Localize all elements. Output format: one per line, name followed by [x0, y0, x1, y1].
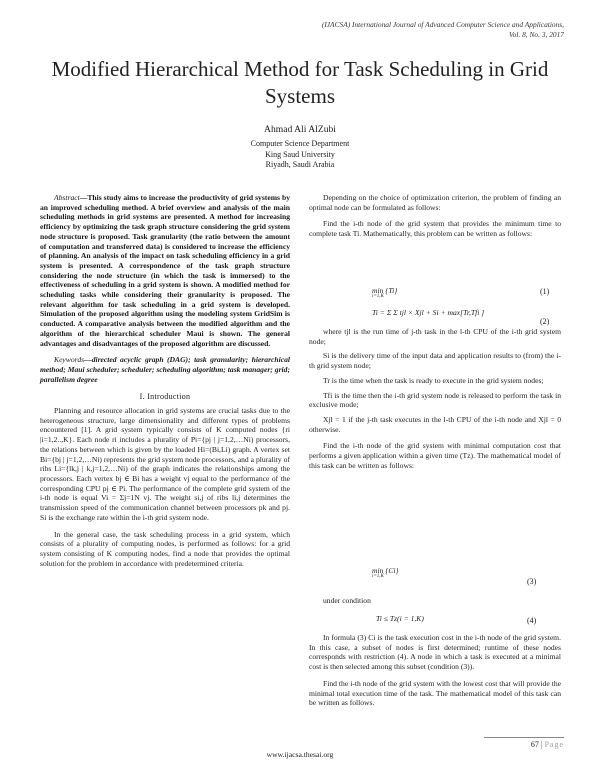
- author-name: Ahmad Ali AlZubi: [264, 124, 336, 135]
- abstract-text: —This study aims to increase the productivity of grid systems by an improved scheduling method. A brief overview and analysis of the main scheduling methods in grid systems are presented. A method for increasing efficiency by optimizing the task graph structure considering the grid system node structure is proposed. Task granularity (the ratio between the amount of computation and transferred data) is considered to increase the efficiency of planning. An analysis of the impact on task scheduling efficiency in a grid system is presented. A correspondence of the task graph structure considering the node structure (in which the task is immersed) to the effectiveness of scheduling in a grid system is shown. A modified method for scheduling tasks while considering their granularity is proposed. The relevant algorithm for task scheduling in a grid system is developed. Simulation of the proposed algorithm using the modeling system GridSim is conducted. A comparative analysis between the modified algorithm and the algorithm of the hierarchical scheduler Maui is shown. The general advantages and disadvantages of the proposed algorithm are discussed.: [40, 193, 290, 348]
- footer-url: www.ijacsa.thesai.org: [266, 750, 334, 759]
- equation-1-number: (1): [540, 287, 550, 296]
- abstract-label: Abstract: [54, 193, 80, 202]
- under-condition: under condition: [323, 596, 371, 605]
- equation-3-number: (3): [527, 577, 537, 586]
- where-si: Si is the delivery time of the input data and application results to (from) the i-th grid system node;: [309, 351, 561, 371]
- affiliation-line: Riyadh, Saudi Arabia: [265, 160, 335, 170]
- author-affiliation: [100, 139, 500, 171]
- paper-title: Modified Hierarchical Method for Task Scheduling in Grid Systems: [51, 57, 549, 108]
- intro-paragraph-2: In the general case, the task scheduling process in a grid system, which consists of a plurality of computing nodes, is performed as follows: for a grid system consisting of K computing nodes, find a node that provides the optimal solution for the problem in accordance with predetermined criteria.: [40, 529, 290, 568]
- right-column-bottom: [309, 633, 561, 708]
- journal-header: [164, 20, 564, 40]
- equation-2: Ti = Σ Σ tjl × Xjl + Si + max[Tr,Tfi ]: [372, 308, 485, 317]
- keywords-label: Keywords: [54, 355, 85, 365]
- right-paragraph-4: In formula (3) Ci is the task execution cost in the i-th node of the grid system. In this case, a subset of nodes is first determined; runtime of these nodes corresponds with restriction (4). A node in which a task is executed at a minimal cost is then selected among this subset (condition (3)).: [309, 633, 561, 672]
- right-paragraph-1: Depending on the choice of optimization criterion, the problem of finding an optimal node can be formulated as follows:: [309, 193, 561, 212]
- right-paragraph-3: Find the i-th node of the grid system with minimal computation cost that performs a given application within a given time (Tz). The mathematical model of this task can be written as follows:: [309, 441, 561, 470]
- page-number-box: [484, 737, 564, 749]
- where-tjl: where tjl is the run time of j-th task in the l-th CPU of the i-th grid system node;: [309, 327, 561, 346]
- equation-3: [372, 566, 399, 579]
- affiliation-line: Computer Science Department: [250, 139, 350, 148]
- abstract: [40, 193, 290, 348]
- equation-3-expr: min {Ci}: [372, 566, 399, 575]
- equation-2-number: (2): [540, 317, 550, 326]
- equation-1-subscript: i=1,K: [372, 294, 384, 299]
- intro-paragraph-1: Planning and resource allocation in grid systems are crucial tasks due to the heterogeneous structure, large dimensionality and different types of problems encountered [1]. A grid system typically consists of K computed nodes {ri |i=1,2..,K}. Each node ri includes a plurality of Pi={pj | j=1,2,…Ni) processors, the relations between which is given by the loaded Hi=(Bi,Li) graph. A vertex set Bi={bj | j=1,2,…Ni) represents the grid system node processors, and a plurality of ribs Li={lk,j | k,j=1,2,…Ni) of the graph indicates the relationships among the processors. Each vertex bj ∈ Bi has a weight vj equal to the performance of the corresponding CPU pj ∈ Pi. The performance of the complete grid system of the i-th node is equal Vi = Σj=1N vj. The weight si,j of ribs li,j determines the transmission speed of the communication channel between processors pk and pj. Si is the exchange rate within the i-th grid system node.: [40, 406, 290, 522]
- affiliation-line: King Saud University: [265, 149, 335, 159]
- where-xjl: Xjl = 1 if the j-th task executes in the l-th CPU of the i-th node and Xjl = 0 otherwise.: [309, 414, 561, 434]
- equation-4-number: (4): [527, 616, 537, 625]
- equation-3-subscript: i=1,K: [372, 574, 384, 579]
- right-paragraph-2: Find the i-th node of the grid system that provides the minimum time to complete task Ti. Mathematically, this problem can be written as follows:: [309, 219, 561, 239]
- equation-1-expr: min {Ti}: [372, 286, 398, 295]
- page-number: 67: [530, 740, 539, 749]
- right-paragraph-5: Find the i-th node of the grid system with the lowest cost that will provide the minimal total execution time of the task. The mathematical model of this task can be written as follows.: [309, 678, 561, 708]
- equation-4: Ti ≤ Tz(i = 1,K): [376, 614, 424, 623]
- journal-name: (IJACSA) International Journal of Advanced Computer Science and Applications,: [321, 20, 564, 29]
- right-column: [309, 193, 561, 239]
- page-separator: |: [540, 740, 543, 749]
- where-tfi: Tfi is the time then the i-th grid system node is released to perform the task in exclusive mode;: [309, 390, 561, 410]
- right-column-definitions: [309, 327, 561, 470]
- where-tr: Tr is the time when the task is ready to execute in the grid system nodes;: [323, 375, 544, 385]
- equation-1: [372, 286, 397, 299]
- keywords-text: —directed acyclic graph (DAG); task granularity; hierarchical method; Maui scheduler; scheduler; scheduling algorithm; task manager; grid; parallelism degree: [40, 355, 290, 384]
- left-column: [40, 193, 290, 568]
- keywords: [40, 355, 290, 384]
- section-heading: I. Introduction: [139, 392, 191, 402]
- page-label: Page: [544, 740, 564, 749]
- journal-volume: Vol. 8, No. 3, 2017: [508, 30, 564, 39]
- condition-label: [309, 596, 561, 606]
